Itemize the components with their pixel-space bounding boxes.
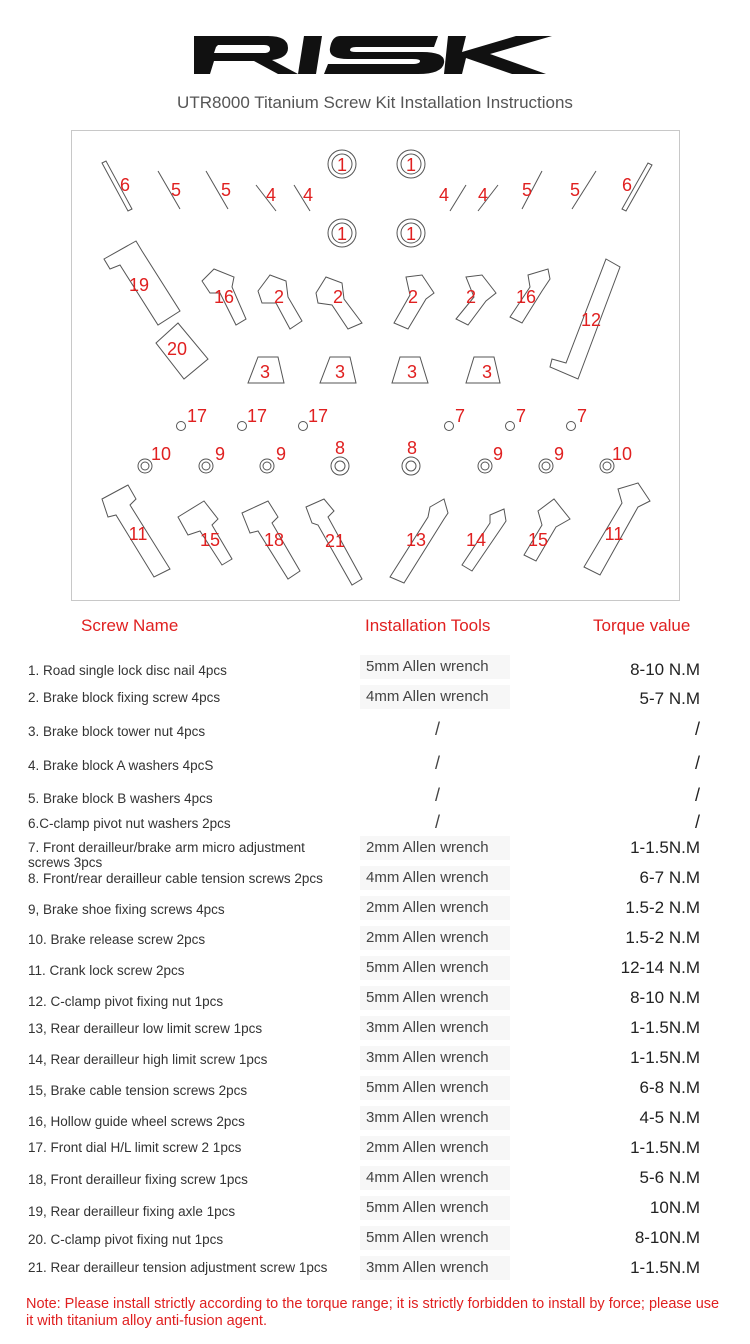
screw-name: 3. Brake block tower nut 4pcs [28,724,206,739]
diagram-label: 7 [576,406,588,426]
diagram-label: 16 [515,287,537,307]
tool: / [434,719,440,739]
torque: 1.5-2 N.M [625,898,700,917]
torque: 1-1.5N.M [630,1138,700,1157]
diagram-label: 11 [604,524,624,544]
screw-name: 15, Brake cable tension screws 2pcs [28,1083,248,1098]
diagram-label: 8 [406,438,418,458]
parts-diagram [71,130,680,601]
table-row [0,1166,750,1196]
table-row [0,956,750,986]
diagram-label: 4 [477,185,489,205]
diagram-label: 2 [465,287,477,307]
diagram-label: 7 [515,406,527,426]
torque: 1-1.5N.M [630,838,700,857]
table-row [0,783,750,813]
torque: 6-7 N.M [639,868,700,887]
part-9 [478,459,492,473]
table-row [0,1046,750,1076]
part-17 [177,422,186,431]
screw-name: 21. Rear derailleur tension adjustment screw 1pcs [28,1260,328,1275]
screw-name: 7. Front derailleur/brake arm micro adjustment screws 3pcs [28,840,305,870]
torque: / [694,812,700,832]
table-row [0,1196,750,1226]
table-row [0,655,750,685]
tool: 4mm Allen wrench [360,685,510,709]
diagram-label: 4 [438,185,450,205]
table-row [0,1076,750,1106]
screw-name: 1. Road single lock disc nail 4pcs [28,663,227,678]
table-row [0,1226,750,1256]
torque: / [694,785,700,805]
tool: 3mm Allen wrench [360,1256,510,1280]
part-17 [299,422,308,431]
diagram-label: 10 [150,444,172,464]
table-row [0,1136,750,1166]
diagram-label: 1 [405,155,417,175]
table-row [0,896,750,926]
table-row [0,685,750,715]
diagram-label: 3 [334,362,346,382]
torque: 5-6 N.M [639,1168,700,1187]
screw-name: 5. Brake block B washers 4pcs [28,791,213,806]
diagram-label: 11 [128,524,148,544]
torque: 1-1.5N.M [630,1048,700,1067]
part-9 [539,459,553,473]
diagram-label: 9 [214,444,226,464]
torque: 8-10N.M [634,1228,700,1247]
diagram-label: 17 [186,406,208,426]
tool: 4mm Allen wrench [360,866,510,890]
screw-name: 10. Brake release screw 2pcs [28,932,206,947]
diagram-label: 7 [454,406,466,426]
table-row [0,1256,750,1286]
diagram-label: 5 [521,180,533,200]
screw-name: 2. Brake block fixing screw 4pcs [28,690,221,705]
torque: 5-7 N.M [639,689,700,708]
part-7 [567,422,576,431]
screw-name: 16, Hollow guide wheel screws 2pcs [28,1114,245,1129]
diagram-label: 3 [406,362,418,382]
parts-drawing [72,131,681,602]
risk-logo [190,30,560,80]
diagram-label: 1 [336,155,348,175]
diagram-label: 6 [119,175,131,195]
part-4 [450,185,466,211]
header-screw-name: Screw Name [81,616,179,635]
diagram-label: 1 [405,224,417,244]
diagram-label: 2 [273,287,285,307]
torque: 1-1.5N.M [630,1258,700,1277]
screw-name: 6.C-clamp pivot nut washers 2pcs [28,816,231,831]
part-7 [506,422,515,431]
torque: 4-5 N.M [639,1108,700,1127]
tool: 3mm Allen wrench [360,1106,510,1130]
tool: 5mm Allen wrench [360,655,510,679]
part-9 [260,459,274,473]
warning-note: Note: Please install strictly according to the torque range; it is strictly forbidden to install by force; please use it with titanium alloy anti-fusion agent. [26,1296,720,1329]
torque: 6-8 N.M [639,1078,700,1097]
tool: / [434,753,440,773]
diagram-label: 4 [302,185,314,205]
diagram-label: 9 [275,444,287,464]
tool: 2mm Allen wrench [360,836,510,860]
torque: / [694,753,700,773]
table-row [0,836,750,870]
diagram-label: 1 [336,224,348,244]
part-8 [402,457,420,475]
diagram-label: 6 [621,175,633,195]
screw-name: 12. C-clamp pivot fixing nut 1pcs [28,994,224,1009]
tool: 5mm Allen wrench [360,956,510,980]
tool: 2mm Allen wrench [360,926,510,950]
diagram-label: 12 [580,310,602,330]
part-9 [199,459,213,473]
diagram-label: 4 [265,185,277,205]
torque: 8-10 N.M [630,660,700,679]
screw-name: 8. Front/rear derailleur cable tension screws 2pcs [28,871,323,886]
diagram-label: 15 [527,530,549,550]
part-8 [331,457,349,475]
tool: 5mm Allen wrench [360,1226,510,1250]
table-row [0,751,750,781]
part-10 [138,459,152,473]
part-17 [238,422,247,431]
screw-name: 19, Rear derailleur fixing axle 1pcs [28,1204,236,1219]
diagram-label: 5 [170,180,182,200]
torque: 1-1.5N.M [630,1018,700,1037]
torque: 12-14 N.M [620,958,700,977]
diagram-label: 19 [128,275,150,295]
table-row [0,866,750,896]
diagram-label: 5 [569,180,581,200]
diagram-label: 9 [492,444,504,464]
tool: / [434,812,440,832]
header-torque-value: Torque value [593,616,691,635]
diagram-label: 14 [465,530,487,550]
diagram-label: 2 [332,287,344,307]
tool: 5mm Allen wrench [360,1076,510,1100]
diagram-label: 10 [611,444,633,464]
table-row [0,926,750,956]
diagram-label: 21 [324,531,346,551]
table-row [0,1016,750,1046]
diagram-label: 3 [259,362,271,382]
diagram-label: 17 [246,406,268,426]
table-row [0,1106,750,1136]
tool: / [434,785,440,805]
page-title: UTR8000 Titanium Screw Kit Installation Instructions [177,93,573,112]
diagram-label: 8 [334,438,346,458]
screw-name: 13, Rear derailleur low limit screw 1pcs [28,1021,263,1036]
screw-name: 17. Front dial H/L limit screw 2 1pcs [28,1140,242,1155]
tool: 3mm Allen wrench [360,1016,510,1040]
tool: 3mm Allen wrench [360,1046,510,1070]
diagram-label: 9 [553,444,565,464]
tool: 2mm Allen wrench [360,896,510,920]
screw-name: 20. C-clamp pivot fixing nut 1pcs [28,1232,224,1247]
tool: 2mm Allen wrench [360,1136,510,1160]
diagram-label: 13 [405,530,427,550]
torque: / [694,719,700,739]
logo-text: RISK [190,30,193,31]
screw-name: 11. Crank lock screw 2pcs [28,963,185,978]
diagram-label: 3 [481,362,493,382]
diagram-label: 18 [263,530,285,550]
screw-name: 14, Rear derailleur high limit screw 1pcs [28,1052,268,1067]
diagram-label: 17 [307,406,329,426]
tool: 5mm Allen wrench [360,1196,510,1220]
diagram-label: 16 [213,287,235,307]
table-row [0,986,750,1016]
diagram-label: 15 [199,530,221,550]
diagram-label: 2 [407,287,419,307]
screw-name: 4. Brake block A washers 4pcS [28,758,214,773]
table-row [0,717,750,747]
tool: 4mm Allen wrench [360,1166,510,1190]
diagram-label: 20 [166,339,188,359]
torque: 8-10 N.M [630,988,700,1007]
part-7 [445,422,454,431]
torque: 1.5-2 N.M [625,928,700,947]
header-installation-tools: Installation Tools [365,616,491,635]
screw-name: 9, Brake shoe fixing screws 4pcs [28,902,225,917]
screw-name: 18, Front derailleur fixing screw 1pcs [28,1172,248,1187]
diagram-label: 5 [220,180,232,200]
torque: 10N.M [649,1198,700,1217]
tool: 5mm Allen wrench [360,986,510,1010]
